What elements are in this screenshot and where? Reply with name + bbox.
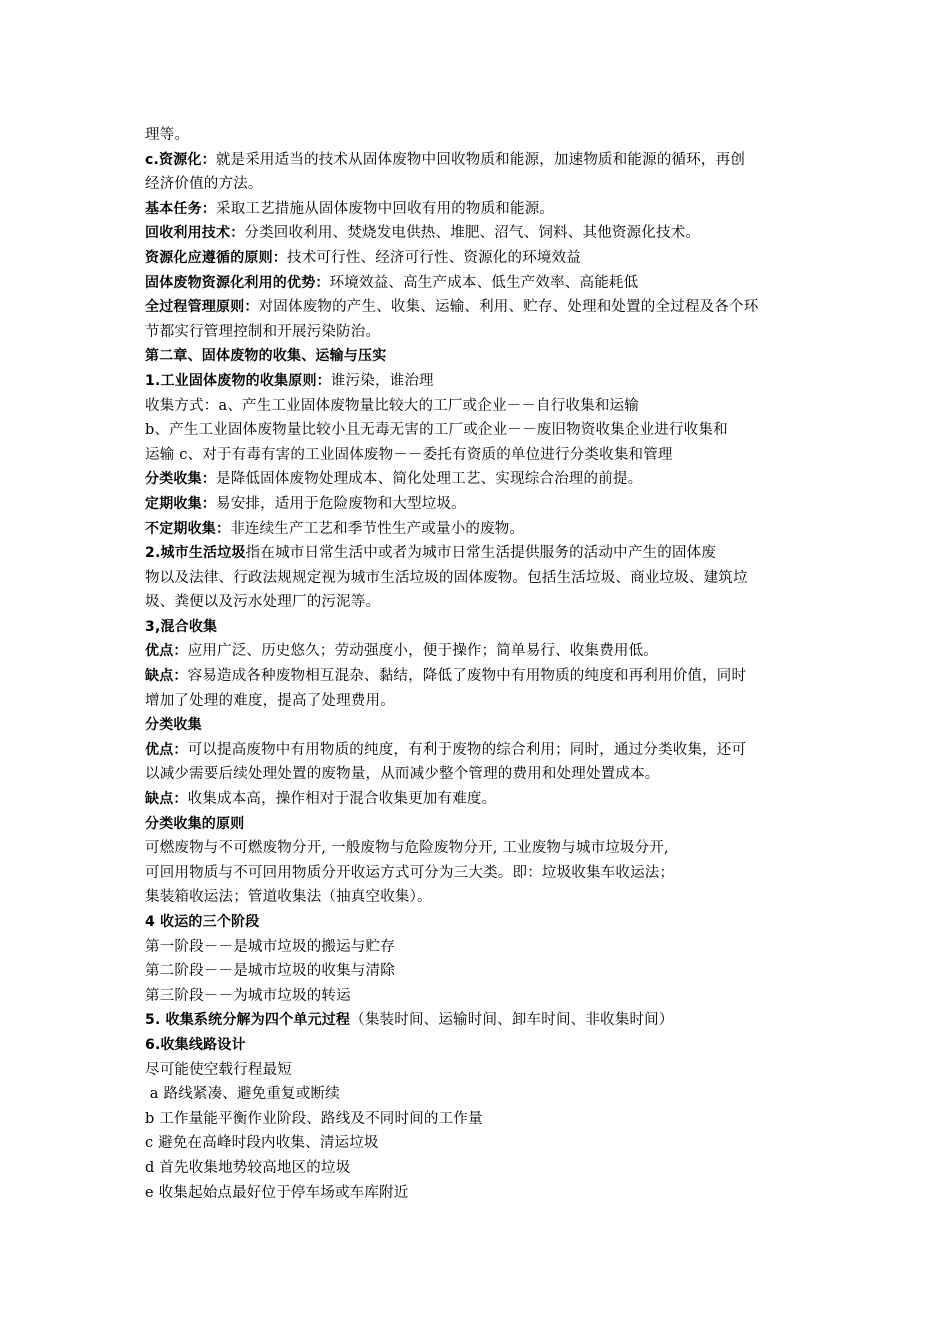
list-item: b 工作量能平衡作业阶段、路线及不同时间的工作量 [145, 1110, 483, 1127]
section-heading: 分类收集 [145, 717, 202, 734]
text-line: 增加了处理的难度，提高了处理费用。 [145, 692, 395, 709]
term: 分类收集： [145, 471, 216, 488]
text-line: 物以及法律、行政法规规定视为城市生活垃圾的固体废物。包括生活垃圾、商业垃圾、建筑垃 [145, 569, 748, 586]
text-line: 集装箱收运法；管道收集法（抽真空收集）。 [145, 889, 432, 906]
text-line: 以减少需要后续处理处置的废物量，从而减少整个管理的费用和处理处置成本。 [145, 766, 660, 783]
text-line: 可回用物质与不可回用物质分开收运方式可分为三大类。即：垃圾收集车收运法； [145, 864, 675, 881]
text-line: 理等。 [145, 127, 190, 143]
term: 缺点： [145, 668, 188, 685]
term: 基本任务： [145, 200, 216, 217]
chapter-heading: 第二章、固体废物的收集、运输与压实 [145, 348, 387, 365]
text-line: 缺点：收集成本高，操作相对于混合收集更加有难度。 [145, 791, 497, 808]
text-line: 不定期收集：非连续生产工艺和季节性生产或量小的废物。 [145, 520, 525, 537]
text-line: 回收利用技术：分类回收利用、焚烧发电供热、堆肥、沼气、饲料、其他资源化技术。 [145, 225, 701, 242]
text-line: 第三阶段－－为城市垃圾的转运 [145, 987, 351, 1004]
text-line: 缺点：容易造成各种废物相互混杂、黏结，降低了废物中有用物质的纯度和再利用价值，同时 [145, 668, 747, 685]
section-heading: 6.收集线路设计 [145, 1036, 246, 1053]
section-heading: 4 收运的三个阶段 [145, 914, 260, 930]
term: c.资源化： [145, 151, 216, 168]
text-line: 资源化应遵循的原则：技术可行性、经济可行性、资源化的环境效益 [145, 249, 581, 266]
text-line: 节都实行管理控制和开展污染防治。 [145, 323, 381, 340]
text-line: 可燃废物与不可燃废物分开, 一般废物与危险废物分开, 工业废物与城市垃圾分开, [145, 840, 669, 857]
text-line: 分类收集：是降低固体废物处理成本、简化处理工艺、实现综合治理的前提。 [145, 471, 643, 488]
term: 缺点： [145, 791, 188, 808]
term: 1.工业固体废物的收集原则： [145, 372, 331, 389]
term: 定期收集： [145, 495, 216, 512]
list-item: d 首先收集地势较高地区的垃圾 [145, 1159, 351, 1176]
text-line: 收集方式：a、产生工业固体废物量比较大的工厂或企业－－自行收集和运输 [145, 397, 639, 414]
text-line: 运输 c、对于有毒有害的工业固体废物－－委托有资质的单位进行分类收集和管理 [145, 446, 673, 463]
term: 回收利用技术： [145, 225, 245, 242]
text-line: 经济价值的方法。 [145, 176, 263, 193]
text-line: 圾、粪便以及污水处理厂的污泥等。 [145, 594, 381, 611]
term: 5. 收集系统分解为四个单元过程 [145, 1012, 351, 1029]
text-line: 优点：可以提高废物中有用物质的纯度，有利于废物的综合利用；同时，通过分类收集，还可 [145, 741, 747, 758]
text-line: b、产生工业固体废物量比较小且无毒无害的工厂或企业－－废旧物资收集企业进行收集和 [145, 422, 728, 439]
term: 2.城市生活垃圾 [145, 545, 246, 562]
term: 优点： [145, 643, 188, 660]
text-line: 5. 收集系统分解为四个单元过程（集装时间、运输时间、卸车时间、非收集时间） [145, 1012, 674, 1029]
text-line: 全过程管理原则：对固体废物的产生、收集、运输、利用、贮存、处理和处置的全过程及各个环 [145, 299, 759, 316]
term: 优点： [145, 741, 188, 758]
term: 不定期收集： [145, 520, 231, 537]
list-item: a 路线紧凑、避免重复或断续 [145, 1086, 340, 1103]
text-line: 基本任务：采取工艺措施从固体废物中回收有用的物质和能源。 [145, 200, 555, 217]
document-page [145, 123, 810, 1205]
term: 固体废物资源化利用的优势： [145, 274, 330, 291]
text-line: 尽可能使空载行程最短 [145, 1061, 292, 1078]
term: 全过程管理原则： [145, 299, 259, 316]
section-heading: 3,混合收集 [145, 618, 218, 635]
text-line: 2.城市生活垃圾指在城市日常生活中或者为城市日常生活提供服务的活动中产生的固体废 [145, 545, 717, 562]
text-line: 定期收集：易安排，适用于危险废物和大型垃圾。 [145, 495, 466, 512]
list-item: c 避免在高峰时段内收集、清运垃圾 [145, 1135, 379, 1152]
section-heading: 分类收集的原则 [145, 815, 245, 832]
text-line: 第二阶段－－是城市垃圾的收集与清除 [145, 963, 395, 980]
text-line: 固体废物资源化利用的优势：环境效益、高生产成本、低生产效率、高能耗低 [145, 274, 639, 291]
text-line: 优点：应用广泛、历史悠久；劳动强度小，便于操作；简单易行、收集费用低。 [145, 643, 659, 660]
text-line: 第一阶段－－是城市垃圾的搬运与贮存 [145, 938, 395, 955]
list-item: e 收集起始点最好位于停车场或车库附近 [145, 1184, 409, 1201]
text-line: c.资源化：就是采用适当的技术从固体废物中回收物质和能源，加速物质和能源的循环，再创 [145, 151, 746, 168]
term: 资源化应遵循的原则： [145, 249, 287, 266]
text-line: 1.工业固体废物的收集原则：谁污染，谁治理 [145, 372, 434, 389]
